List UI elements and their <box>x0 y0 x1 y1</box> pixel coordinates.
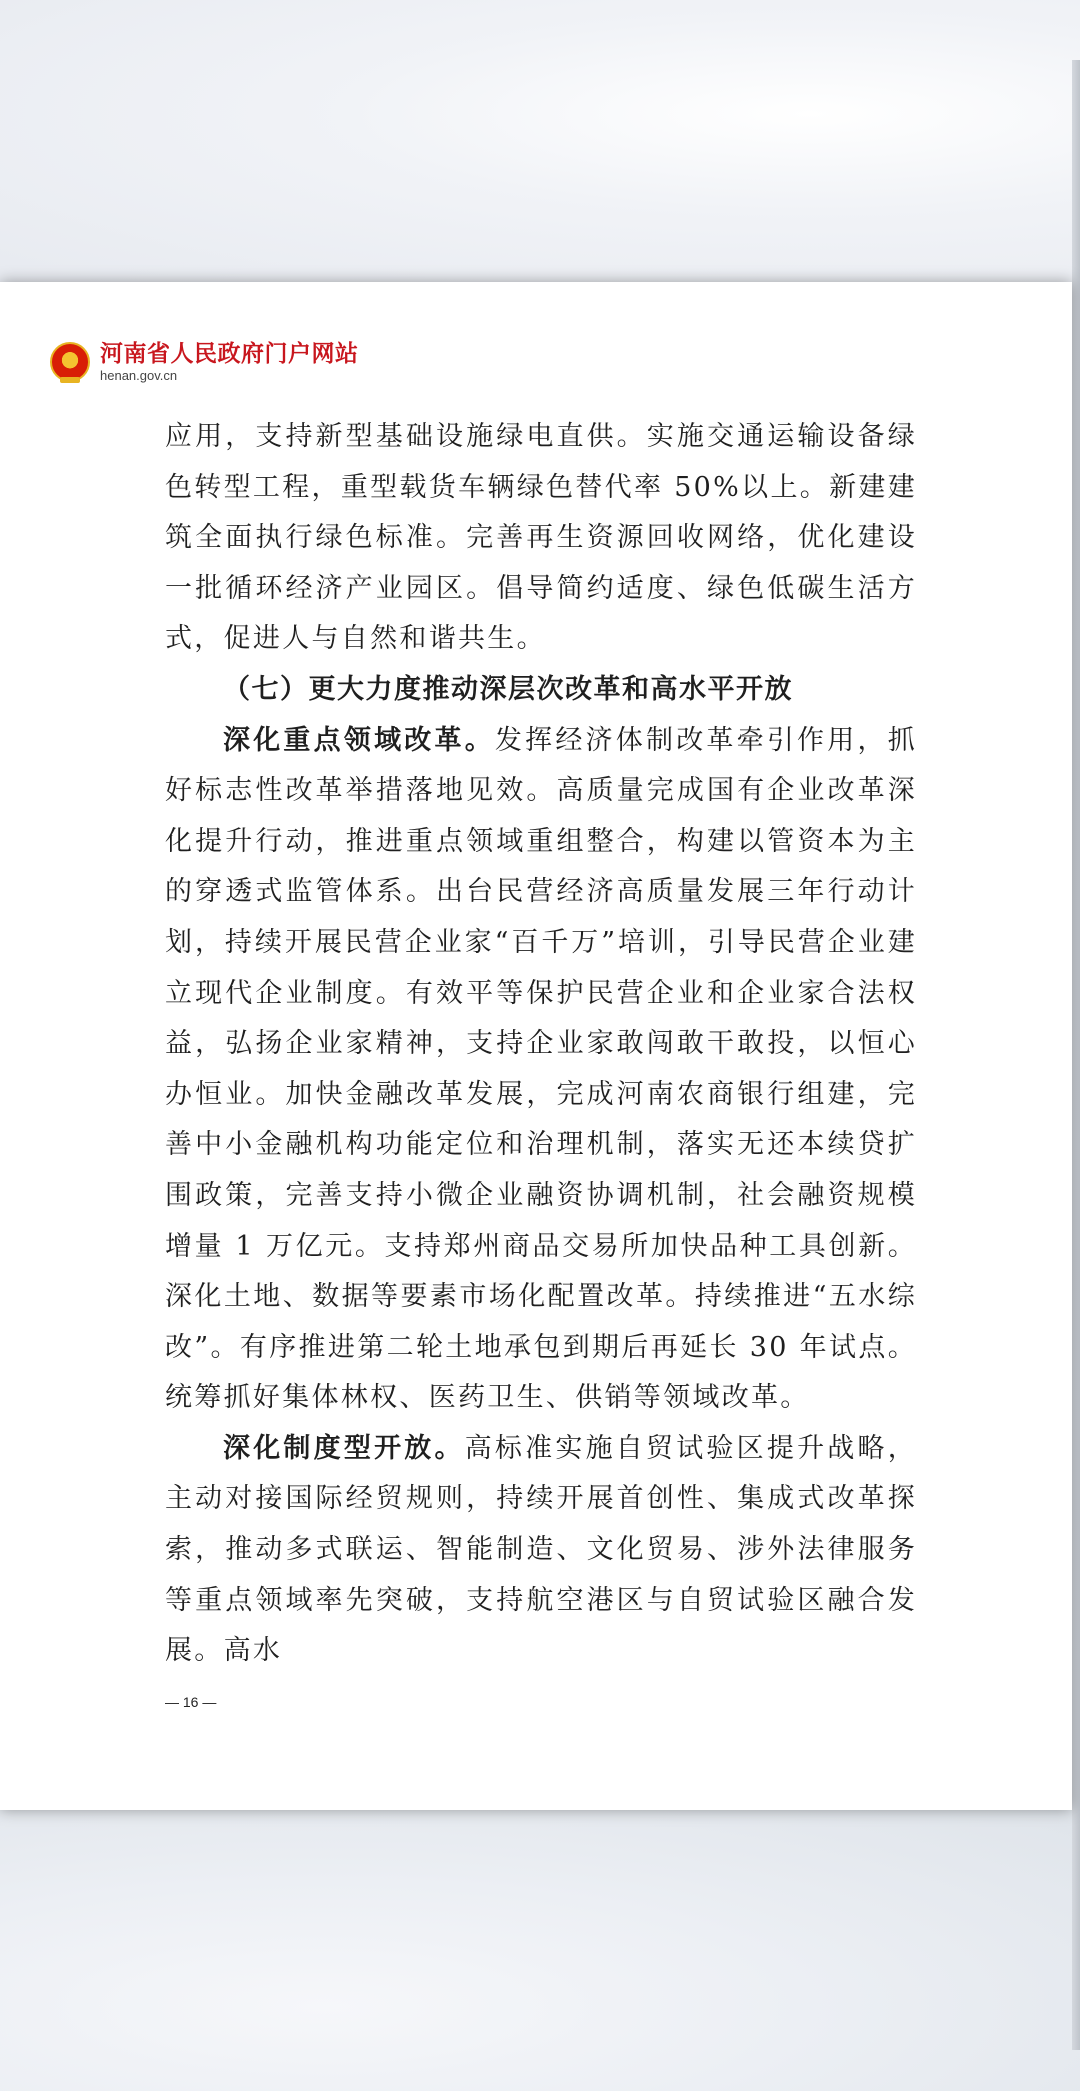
document-body <box>165 412 917 1677</box>
site-url: henan.gov.cn <box>100 367 178 383</box>
paragraph-institutional-opening <box>165 1424 917 1677</box>
national-emblem-icon <box>50 342 90 382</box>
page-stack-edge <box>1072 60 1080 2050</box>
page-number: — 16 — <box>165 1694 217 1710</box>
paragraph-text: 发挥经济体制改革牵引作用，抓好标志性改革举措落地见效。高质量完成国有企业改革深化提升行动，推进重点领域重组整合，构建以管资本为主的穿透式监管体系。出台民营经济高质量发展三年行动计划，持续开展民营企业家“百千万”培训，引导民营企业建立现代企业制度。有效平等保护民营企业和企业家合法权益，弘扬企业家精神，支持企业家敢闯敢干敢投，以恒心办恒业。加快金融改革发展，完成河南农商银行组建，完善中小金融机构功能定位和治理机制，落实无还本续贷扩围政策，完善支持小微企业融资协调机制，社会融资规模增量 1 万亿元。支持郑州商品交易所加快品种工具创新。深化土地、数据等要素市场化配置改革。持续推进“五水综改”。有序推进第二轮土地承包到期后再延长 30 年试点。统筹抓好集体林权、医药卫生、供销等领域改革。 <box>165 724 917 1414</box>
paragraph-green-transition: 应用，支持新型基础设施绿电直供。实施交通运输设备绿色转型工程，重型载货车辆绿色替代率 50%以上。新建建筑全面执行绿色标准。完善再生资源回收网络，优化建设一批循环经济产业园区。倡导简约适度、绿色低碳生活方式，促进人与自然和谐共生。 <box>165 421 917 655</box>
document-page <box>0 282 1072 1810</box>
section-heading: （七）更大力度推动深层次改革和高水平开放 <box>223 673 793 705</box>
site-header[interactable] <box>50 338 359 386</box>
site-logo-text <box>100 341 359 384</box>
site-name: 河南省人民政府门户网站 <box>100 340 359 367</box>
paragraph-lead: 深化重点领域改革。 <box>223 724 495 756</box>
background-top <box>0 0 1080 285</box>
background-bottom <box>0 1810 1080 2091</box>
paragraph-text: 高标准实施自贸试验区提升战略，主动对接国际经贸规则，持续开展首创性、集成式改革探索，推动多式联运、智能制造、文化贸易、涉外法律服务等重点领域率先突破，支持航空港区与自贸试验区融合发展。高水 <box>165 1432 918 1667</box>
paragraph-lead: 深化制度型开放。 <box>223 1432 465 1464</box>
paragraph-key-reforms <box>165 716 917 1424</box>
